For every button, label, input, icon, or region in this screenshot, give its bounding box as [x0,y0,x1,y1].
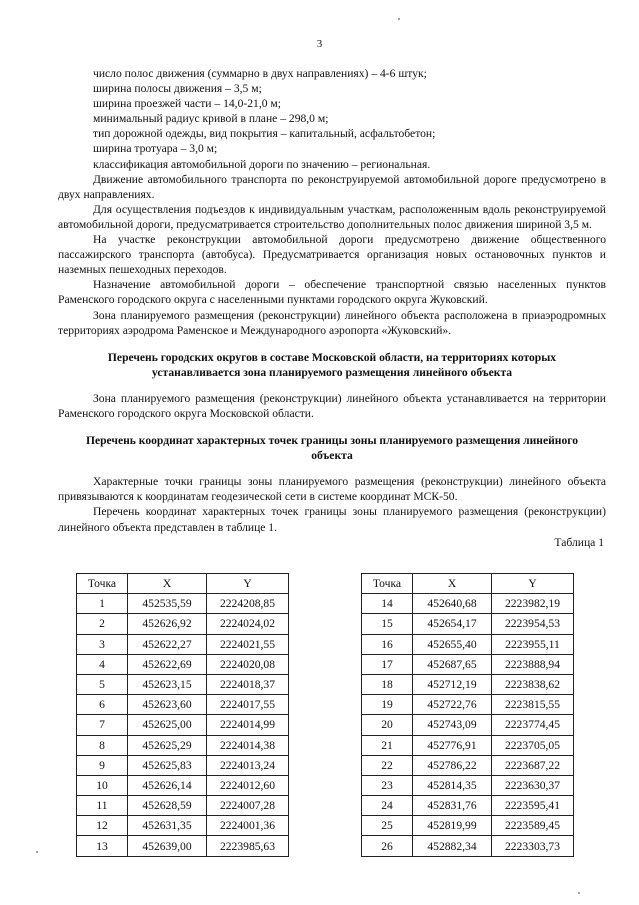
column-header-y: Y [207,574,289,594]
x-coordinate-cell: 452628,59 [128,796,207,816]
y-coordinate-cell: 2223955,11 [492,634,574,654]
table-row [362,816,574,836]
table-row [362,775,574,795]
y-coordinate-cell: 2224007,28 [207,796,289,816]
point-number-cell: 7 [77,715,128,735]
y-coordinate-cell: 2224024,02 [207,614,289,634]
x-coordinate-cell: 452625,29 [128,735,207,755]
table-row [362,735,574,755]
x-coordinate-cell: 452654,17 [413,614,492,634]
x-coordinate-cell: 452655,40 [413,634,492,654]
coordinates-table-left [76,573,289,857]
y-coordinate-cell: 2224012,60 [207,775,289,795]
point-number-cell: 14 [362,594,413,614]
y-coordinate-cell: 2223630,37 [492,775,574,795]
point-number-cell: 9 [77,755,128,775]
table-body [362,594,574,856]
scan-speck [578,892,580,894]
x-coordinate-cell: 452622,69 [128,654,207,674]
table-body [77,594,289,856]
point-number-cell: 12 [77,816,128,836]
table-row [77,715,289,735]
column-header-y: Y [492,574,574,594]
x-coordinate-cell: 452622,27 [128,634,207,654]
spec-line: число полос движения (суммарно в двух направлениях) – 4-6 штук; [93,67,427,80]
x-coordinate-cell: 452712,19 [413,674,492,694]
x-coordinate-cell: 452626,14 [128,775,207,795]
x-coordinate-cell: 452623,60 [128,695,207,715]
table-row [362,755,574,775]
y-coordinate-cell: 2223589,45 [492,816,574,836]
x-coordinate-cell: 452639,00 [128,836,207,856]
point-number-cell: 24 [362,796,413,816]
point-number-cell: 20 [362,715,413,735]
y-coordinate-cell: 2224013,24 [207,755,289,775]
table-header-row [362,574,574,594]
paragraph: Зона планируемого размещения (реконструкции) линейного объекта расположена в приаэродромных территориях аэродрома Раменское и Международного аэропорта «Жуковский». [58,308,606,337]
point-number-cell: 1 [77,594,128,614]
point-number-cell: 17 [362,654,413,674]
x-coordinate-cell: 452640,68 [413,594,492,614]
y-coordinate-cell: 2224020,08 [207,654,289,674]
point-number-cell: 26 [362,836,413,856]
paragraph: Движение автомобильного транспорта по реконструируемой автомобильной дороге предусмотрено в двух направлениях. [58,172,606,201]
y-coordinate-cell: 2223595,41 [492,796,574,816]
point-number-cell: 19 [362,695,413,715]
point-number-cell: 13 [77,836,128,856]
y-coordinate-cell: 2224014,99 [207,715,289,735]
x-coordinate-cell: 452623,15 [128,674,207,694]
table-row [362,614,574,634]
point-number-cell: 6 [77,695,128,715]
scan-speck [36,851,38,853]
point-number-cell: 15 [362,614,413,634]
x-coordinate-cell: 452814,35 [413,775,492,795]
table-row [77,775,289,795]
x-coordinate-cell: 452626,92 [128,614,207,634]
point-number-cell: 16 [362,634,413,654]
paragraph: Перечень координат характерных точек границы зоны планируемого размещения (реконструкции) линейного объекта представлен в таблице 1. [58,505,606,534]
y-coordinate-cell: 2224021,55 [207,634,289,654]
point-number-cell: 25 [362,816,413,836]
point-number-cell: 4 [77,654,128,674]
coordinates-table-right [361,573,574,857]
point-number-cell: 8 [77,735,128,755]
y-coordinate-cell: 2223838,62 [492,674,574,694]
x-coordinate-cell: 452631,35 [128,816,207,836]
y-coordinate-cell: 2224001,36 [207,816,289,836]
column-header-x: X [128,574,207,594]
point-number-cell: 10 [77,775,128,795]
x-coordinate-cell: 452625,83 [128,755,207,775]
table-row [77,674,289,694]
table-row [362,634,574,654]
y-coordinate-cell: 2223954,53 [492,614,574,634]
table-row [362,715,574,735]
y-coordinate-cell: 2223774,45 [492,715,574,735]
column-header-point: Точка [77,574,128,594]
y-coordinate-cell: 2223888,94 [492,654,574,674]
table-row [362,695,574,715]
point-number-cell: 5 [77,674,128,694]
table-row [77,836,289,856]
x-coordinate-cell: 452625,00 [128,715,207,735]
table-row [77,654,289,674]
point-number-cell: 11 [77,796,128,816]
x-coordinate-cell: 452535,59 [128,594,207,614]
spec-line: ширина полосы движения – 3,5 м; [93,82,262,96]
x-coordinate-cell: 452882,34 [413,836,492,856]
spec-line: тип дорожной одежды, вид покрытия – капитальный, асфальтобетон; [93,127,436,141]
x-coordinate-cell: 452786,22 [413,755,492,775]
section-heading-districts: Перечень городских округов в составе Московской области, на территориях которых устанавливается зона планируемого размещения линейного объекта [107,350,557,379]
point-number-cell: 22 [362,755,413,775]
table-row [77,695,289,715]
scan-speck [398,18,400,20]
x-coordinate-cell: 452831,76 [413,796,492,816]
column-header-x: X [413,574,492,594]
spec-line: классификация автомобильной дороги по значению – региональная. [93,157,431,171]
y-coordinate-cell: 2223687,22 [492,755,574,775]
spec-list [58,66,606,172]
spec-line: ширина тротуара – 3,0 м; [93,142,218,156]
paragraph: Зона планируемого размещения (реконструкции) линейного объекта устанавливается на территории Раменского городского округа Московской области. [58,391,606,420]
y-coordinate-cell: 2223815,55 [492,695,574,715]
spec-line: минимальный радиус кривой в плане – 298,0 м; [93,112,329,126]
table-row [77,816,289,836]
y-coordinate-cell: 2224208,85 [207,594,289,614]
point-number-cell: 18 [362,674,413,694]
point-number-cell: 23 [362,775,413,795]
table-row [77,634,289,654]
table-row [362,674,574,694]
table-caption: Таблица 1 [554,535,604,549]
table-row [77,594,289,614]
x-coordinate-cell: 452722,76 [413,695,492,715]
point-number-cell: 2 [77,614,128,634]
y-coordinate-cell: 2224014,38 [207,735,289,755]
paragraph: Характерные точки границы зоны планируемого размещения (реконструкции) линейного объекта привязываются к координатам геодезической сети в системе координат МСК-50. [58,475,606,504]
y-coordinate-cell: 2223705,05 [492,735,574,755]
table-row [77,755,289,775]
y-coordinate-cell: 2223982,19 [492,594,574,614]
x-coordinate-cell: 452687,65 [413,654,492,674]
table-row [362,836,574,856]
table-row [77,796,289,816]
x-coordinate-cell: 452819,99 [413,816,492,836]
y-coordinate-cell: 2224018,37 [207,674,289,694]
x-coordinate-cell: 452776,91 [413,735,492,755]
paragraph: На участке реконструкции автомобильной дороги предусмотрено движение общественного пассажирского транспорта (автобуса). Предусматривается организация новых остановочных пунктов и наземных пешеходных переходов. [58,233,606,277]
table-row [362,654,574,674]
table-row [77,735,289,755]
y-coordinate-cell: 2223303,73 [492,836,574,856]
paragraph: Назначение автомобильной дороги – обеспечение транспортной связью населенных пунктов Раменского городского округа с населенными пунктами городского округа Жуковский. [58,278,606,307]
page-number: 3 [316,38,323,50]
y-coordinate-cell: 2224017,55 [207,695,289,715]
document-body [58,66,606,550]
spec-line: ширина проезжей части – 14,0-21,0 м; [93,97,281,111]
x-coordinate-cell: 452743,09 [413,715,492,735]
section-heading-coordinates: Перечень координат характерных точек границы зоны планируемого размещения линейного объекта [85,434,579,463]
table-row [362,594,574,614]
column-header-point: Точка [362,574,413,594]
table-row [362,796,574,816]
point-number-cell: 21 [362,735,413,755]
table-row [77,614,289,634]
y-coordinate-cell: 2223985,63 [207,836,289,856]
paragraph: Для осуществления подъездов к индивидуальным участкам, расположенным вдоль реконструируемой автомобильной дороги, предусматривается строительство дополнительных полос движения шириной 3,5 м. [58,202,606,231]
table-header-row [77,574,289,594]
point-number-cell: 3 [77,634,128,654]
